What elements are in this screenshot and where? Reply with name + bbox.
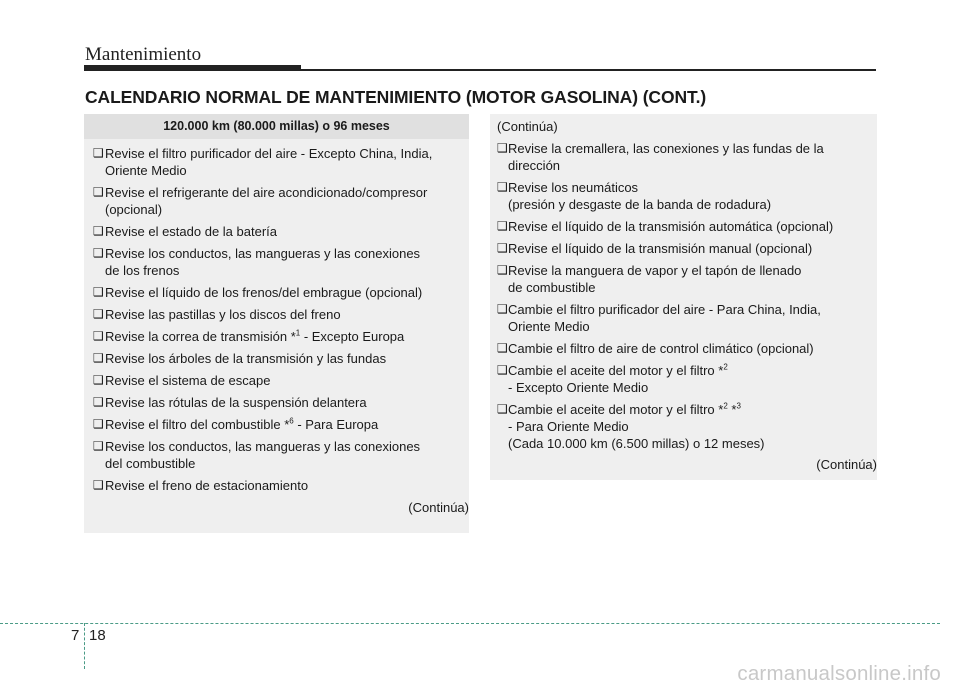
checklist-item-text: [105, 329, 404, 344]
checklist-item: [93, 306, 459, 323]
left-panel-title: 120.000 km (80.000 millas) o 96 meses: [84, 114, 469, 139]
checklist-item-text: [508, 219, 833, 234]
checklist-item: [497, 401, 867, 452]
item-text-main: Revise las pastillas y los discos del freno: [105, 307, 341, 322]
item-text-main: Revise la correa de transmisión *: [105, 329, 296, 344]
item-text-main: Revise las rótulas de la suspensión delantera: [105, 395, 367, 410]
checklist-item: [93, 328, 459, 345]
item-text-main: Revise el estado de la batería: [105, 224, 277, 239]
checklist-item: [93, 394, 459, 411]
section-title: Mantenimiento: [85, 44, 202, 65]
checklist-item-text: [508, 402, 765, 451]
checklist-item: [93, 438, 459, 472]
checklist-item-text: [105, 185, 427, 217]
item-text-after: - Para Europa: [293, 417, 379, 432]
checklist-item: [497, 240, 867, 257]
checklist-item-text: [508, 241, 812, 256]
checklist-item: [497, 179, 867, 213]
checklist-item: [497, 140, 867, 174]
item-text-mid: *: [727, 402, 737, 417]
checklist-item-text: [105, 285, 422, 300]
checklist-item-text: [105, 246, 420, 278]
checkbox-icon: ❑: [93, 395, 104, 409]
item-text-after: - Para Oriente Medio (Cada 10.000 km (6.500 millas) o 12 meses): [508, 419, 765, 451]
item-text-main: Revise la manguera de vapor y el tapón de llenado de combustible: [508, 263, 802, 295]
item-text-main: Cambie el aceite del motor y el filtro *: [508, 363, 724, 378]
checklist-item: [93, 284, 459, 301]
item-text-main: Revise el freno de estacionamiento: [105, 478, 309, 493]
item-text-main: Revise el líquido de la transmisión manual (opcional): [508, 241, 813, 256]
checkbox-icon: ❑: [497, 241, 508, 255]
checkbox-icon: ❑: [93, 351, 104, 365]
watermark: carmanualsonline.info: [737, 662, 941, 685]
checkbox-icon: ❑: [497, 302, 508, 316]
checklist-item-text: [105, 224, 277, 239]
footer-chapter-number: 7: [71, 627, 80, 644]
checklist-item-text: [508, 302, 821, 334]
checkbox-icon: ❑: [497, 180, 508, 194]
checkbox-icon: ❑: [497, 363, 508, 377]
checkbox-icon: ❑: [93, 329, 104, 343]
footnote-ref: 6: [289, 416, 294, 426]
left-continues-note: (Continúa): [408, 500, 469, 515]
checkbox-icon: ❑: [497, 402, 508, 416]
item-text-main: Revise los árboles de la transmisión y las fundas: [105, 351, 387, 366]
checkbox-icon: ❑: [93, 307, 104, 321]
checklist-item-text: [508, 363, 728, 395]
checkbox-icon: ❑: [93, 246, 104, 260]
checkbox-icon: ❑: [93, 285, 104, 299]
checkbox-icon: ❑: [93, 439, 104, 453]
item-text-main: Revise el líquido de la transmisión automática (opcional): [508, 219, 834, 234]
item-text-main: Revise los conductos, las mangueras y las conexiones de los frenos: [105, 246, 421, 278]
checklist-item-text: [105, 395, 367, 410]
footnote-ref: 3: [736, 401, 741, 411]
checkbox-icon: ❑: [93, 185, 104, 199]
item-text-main: Revise la cremallera, las conexiones y las fundas de la dirección: [508, 141, 824, 173]
footnote-ref: 2: [723, 362, 728, 372]
checklist-item: [497, 301, 867, 335]
checklist-item-text: [508, 263, 801, 295]
checklist-item: [93, 477, 459, 494]
item-text-main: Revise el sistema de escape: [105, 373, 271, 388]
checklist-item: [93, 350, 459, 367]
item-text-main: Cambie el filtro purificador del aire - Para China, India, Oriente Medio: [508, 302, 821, 334]
right-checklist: [490, 140, 877, 452]
item-text-main: Revise los conductos, las mangueras y las conexiones del combustible: [105, 439, 421, 471]
page-heading: CALENDARIO NORMAL DE MANTENIMIENTO (MOTOR GASOLINA) (CONT.): [85, 87, 707, 107]
right-continued-note: (Continúa): [497, 119, 558, 134]
checkbox-icon: ❑: [497, 141, 508, 155]
section-rule-thick: [84, 65, 301, 71]
footer-rule: [0, 623, 940, 624]
item-text-after: - Excepto Europa: [300, 329, 405, 344]
left-panel: [84, 114, 469, 533]
footer-divider: [84, 623, 85, 669]
item-text-main: Revise el líquido de los frenos/del embrague (opcional): [105, 285, 423, 300]
checklist-item: [497, 340, 867, 357]
checklist-item: [497, 262, 867, 296]
item-text-after: - Excepto Oriente Medio: [508, 380, 649, 395]
footnote-ref: 2: [723, 401, 728, 411]
checkbox-icon: ❑: [93, 417, 104, 431]
checklist-item-text: [105, 417, 378, 432]
checklist-item-text: [105, 351, 386, 366]
item-text-main: Cambie el aceite del motor y el filtro *: [508, 402, 724, 417]
checklist-item-text: [105, 307, 341, 322]
checklist-item: [93, 223, 459, 240]
footnote-ref: 1: [295, 328, 301, 338]
checkbox-icon: ❑: [497, 263, 508, 277]
checkbox-icon: ❑: [497, 341, 508, 355]
checklist-item-text: [105, 478, 308, 493]
item-text-main: Revise el filtro purificador del aire - Excepto China, India, Oriente Medio: [105, 146, 433, 178]
checklist-item: [93, 416, 459, 433]
checklist-item-text: [508, 141, 824, 173]
checklist-item-text: [105, 373, 270, 388]
item-text-main: Revise el refrigerante del aire acondicionado/compresor (opcional): [105, 185, 428, 217]
checklist-item: [93, 245, 459, 279]
checkbox-icon: ❑: [497, 219, 508, 233]
left-checklist: [84, 139, 469, 494]
checklist-item-text: [105, 146, 432, 178]
right-panel: [490, 114, 877, 480]
item-text-main: Revise los neumáticos (presión y desgaste de la banda de rodadura): [508, 180, 772, 212]
checklist-item: [93, 184, 459, 218]
section-rule-thin: [301, 69, 876, 71]
checklist-item: [93, 372, 459, 389]
item-text-main: Cambie el filtro de aire de control climático (opcional): [508, 341, 814, 356]
checklist-item-text: [508, 180, 771, 212]
checklist-item: [93, 145, 459, 179]
checkbox-icon: ❑: [93, 146, 104, 160]
checklist-item: [497, 362, 867, 396]
checkbox-icon: ❑: [93, 373, 104, 387]
checkbox-icon: ❑: [93, 224, 104, 238]
right-continues-note: (Continúa): [816, 457, 877, 472]
footer-page-number: 18: [89, 627, 106, 644]
item-text-main: Revise el filtro del combustible *: [105, 417, 290, 432]
checklist-item-text: [105, 439, 420, 471]
checklist-item-text: [508, 341, 814, 356]
checklist-item: [497, 218, 867, 235]
checkbox-icon: ❑: [93, 478, 104, 492]
